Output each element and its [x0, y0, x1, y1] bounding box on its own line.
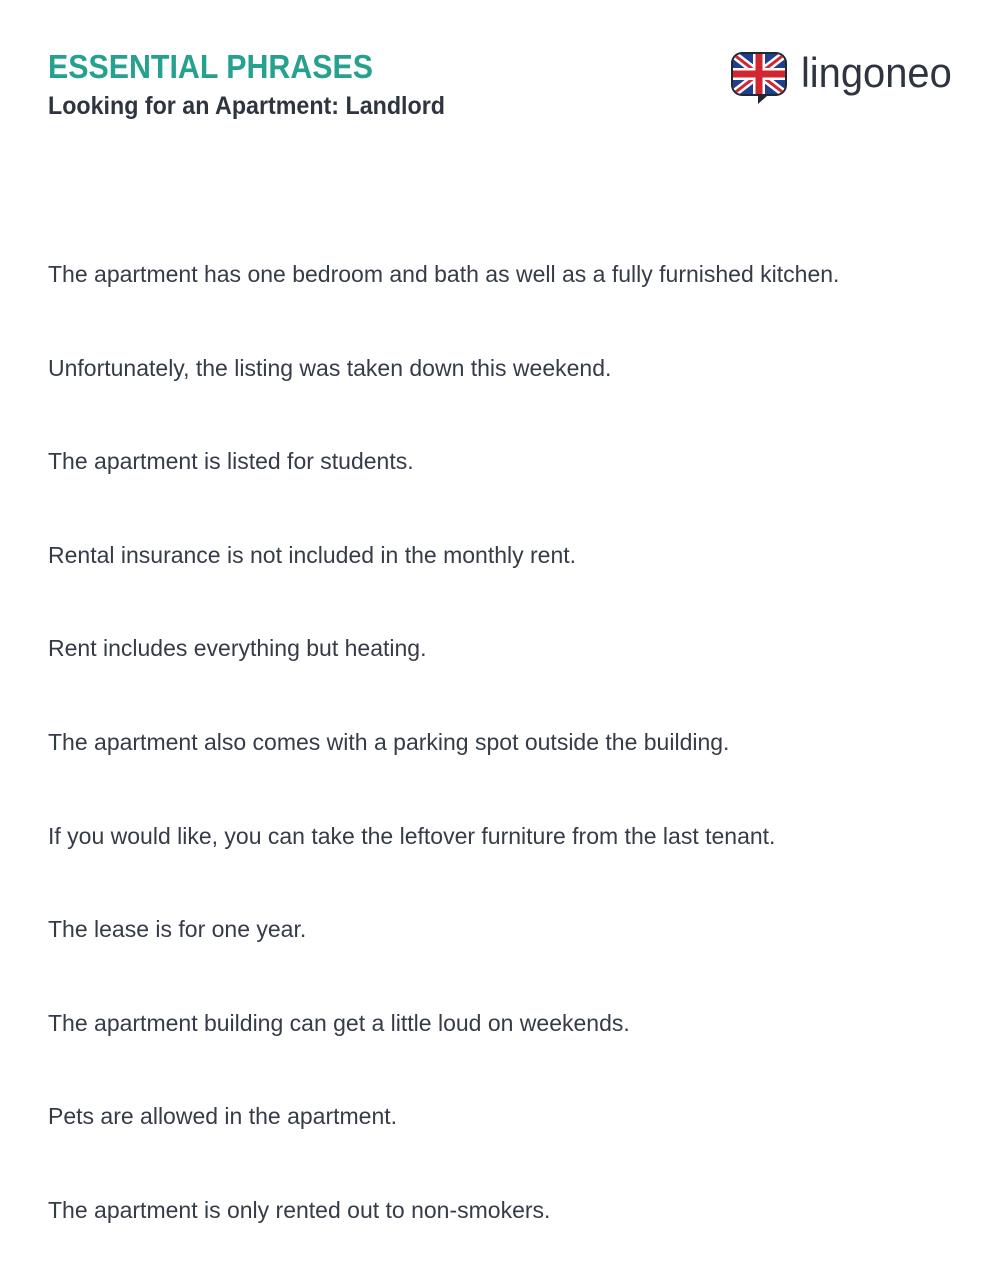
uk-flag-speech-bubble-icon [731, 52, 787, 104]
phrase-item: Unfortunately, the listing was taken down this weekend. [48, 354, 612, 381]
phrase-item: The lease is for one year. [48, 916, 307, 943]
phrase-item: The apartment building can get a little loud on weekends. [48, 1009, 630, 1036]
page-subtitle: Looking for an Apartment: Landlord [48, 92, 445, 120]
phrase-item: The apartment also comes with a parking spot outside the building. [48, 728, 730, 755]
phrase-item: Pets are allowed in the apartment. [48, 1103, 398, 1130]
page-title: ESSENTIAL PHRASES [48, 48, 374, 85]
phrase-item: The apartment is listed for students. [48, 448, 414, 475]
phrase-item: The apartment is only rented out to non-smokers. [48, 1196, 551, 1223]
lingoneo-logo [731, 50, 952, 104]
logo-wordmark: lingoneo [801, 49, 952, 96]
phrase-item: If you would like, you can take the leftover furniture from the last tenant. [48, 822, 776, 849]
phrase-item: The apartment has one bedroom and bath as well as a fully furnished kitchen. [48, 261, 840, 287]
page-header [48, 48, 952, 138]
phrase-item: Rent includes everything but heating. [48, 635, 427, 662]
phrase-item: Rental insurance is not included in the monthly rent. [48, 541, 577, 568]
phrase-list [48, 255, 952, 1285]
